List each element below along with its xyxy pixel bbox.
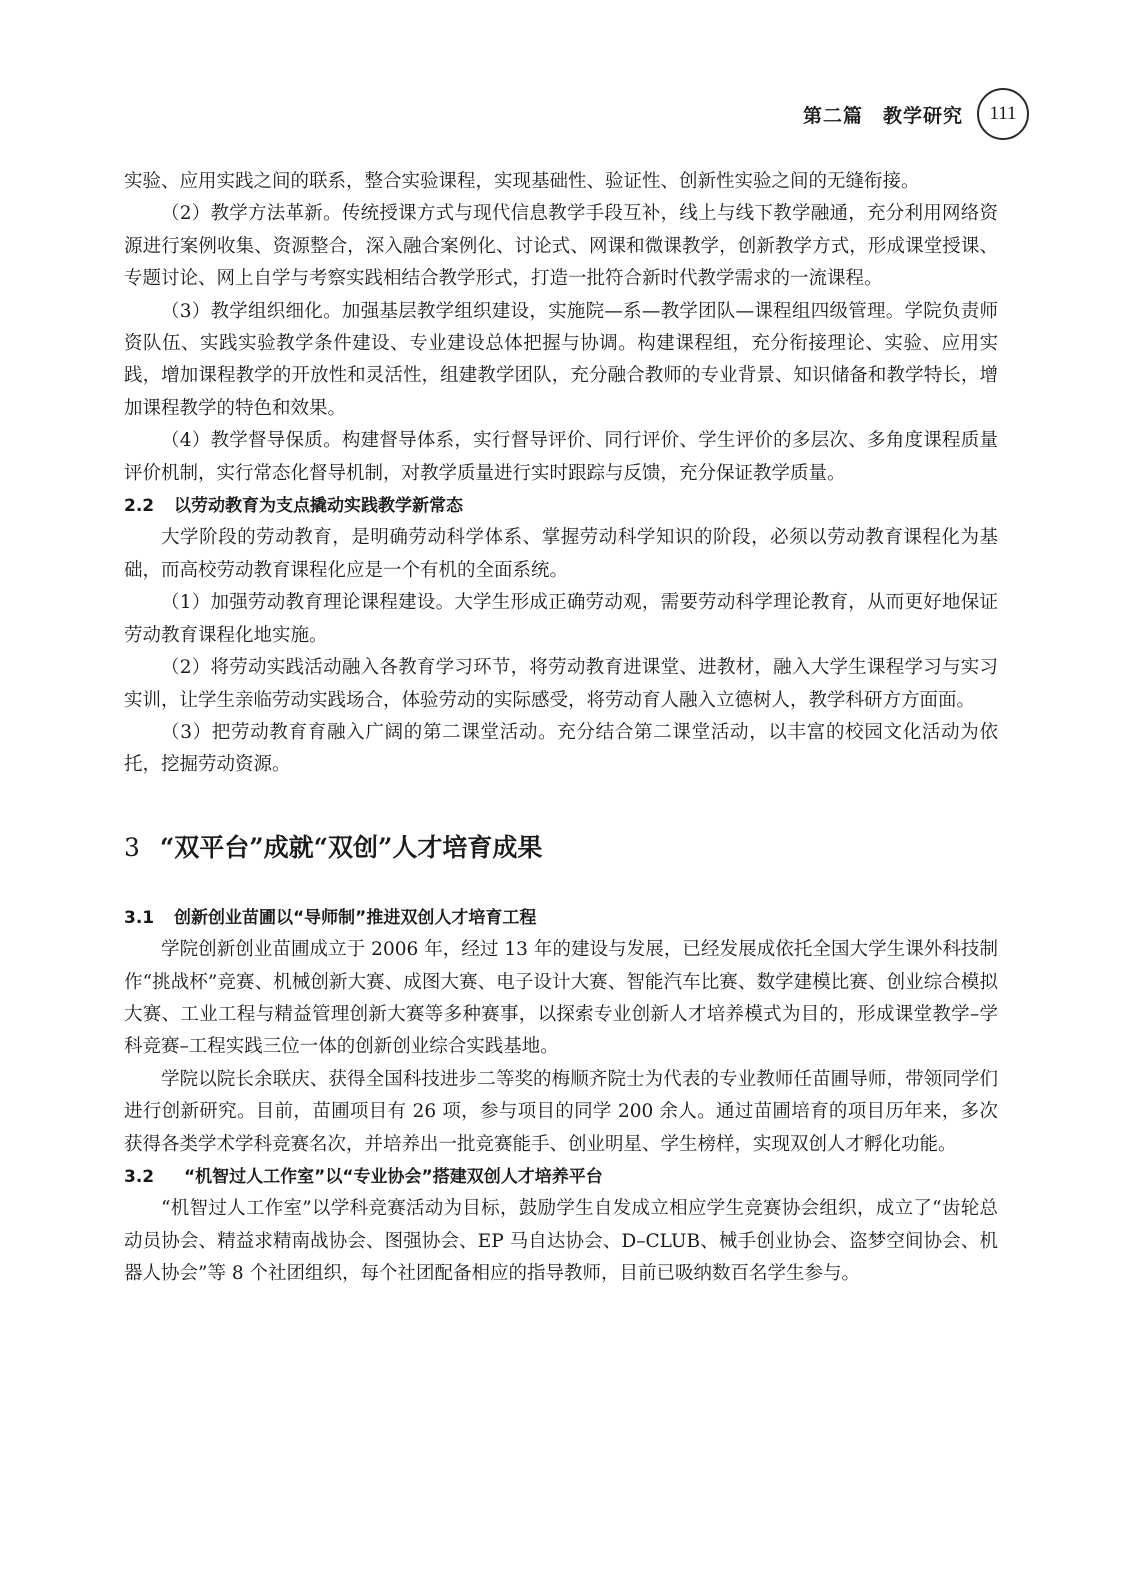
heading-number: 2.2 bbox=[124, 496, 155, 517]
page-number: 111 bbox=[977, 88, 1029, 140]
paragraph-labor-1: （1）加强劳动教育理论课程建设。大学生形成正确劳动观，需要劳动科学理论教育，从而更好地保证劳动教育课程化地实施。 bbox=[124, 592, 998, 646]
page-header bbox=[803, 88, 1029, 140]
heading-text: “双平台”成就“双创”人才培育成果 bbox=[159, 832, 543, 862]
paragraph-teaching-organization: （3）教学组织细化。加强基层教学组织建设，实施院—系—教学团队—课程组四级管理。学院负责师资队伍、实践实验教学条件建设、专业建设总体把握与协调。构建课程组，充分衔接理论、实验、应用实践，增加课程教学的开放性和灵活性，组建教学团队，充分融合教师的专业背景、知识储备和教学特长，增加课程教学的特色和效果。 bbox=[124, 300, 998, 419]
heading-3-1 bbox=[124, 902, 998, 934]
page-body bbox=[124, 166, 998, 1291]
paragraph-studio: “机智过人工作室”以学科竞赛活动为目标，鼓励学生自发成立相应学生竞赛协会组织，成立了“齿轮总动员协会、精益求精南战协会、图强协会、EP 马自达协会、D–CLUB、械手创业协会、盗梦空间协会、机器人协会”等 8 个社团组织，每个社团配备相应的指导教师，目前已吸纳数百名学生参与。 bbox=[124, 1198, 998, 1285]
paragraph-labor-2: （2）将劳动实践活动融入各教育学习环节，将劳动教育进课堂、进教材，融入大学生课程学习与实习实训，让学生亲临劳动实践场合，体验劳动的实际感受，将劳动育人融入立德树人，教学科研方方面面。 bbox=[124, 657, 998, 711]
paragraph-teaching-method: （2）教学方法革新。传统授课方式与现代信息教学手段互补，线上与线下教学融通，充分利用网络资源进行案例收集、资源整合，深入融合案例化、讨论式、网课和微课教学，创新教学方式，形成课堂授课、专题讨论、网上自学与考察实践相结合教学形式，打造一批符合新时代教学需求的一流课程。 bbox=[124, 203, 998, 290]
heading-section-3 bbox=[124, 828, 998, 868]
heading-number: 3.2 bbox=[124, 1166, 155, 1187]
heading-number: 3 bbox=[124, 832, 140, 862]
heading-text: “机智过人工作室”以“专业协会”搭建双创人才培养平台 bbox=[184, 1166, 603, 1187]
paragraph-teaching-supervision: （4）教学督导保质。构建督导体系，实行督导评价、同行评价、学生评价的多层次、多角度课程质量评价机制，实行常态化督导机制，对教学质量进行实时跟踪与反馈，充分保证教学质量。 bbox=[124, 430, 998, 484]
heading-3-2 bbox=[124, 1161, 998, 1193]
paragraph-labor-3: （3）把劳动教育育融入广阔的第二课堂活动。充分结合第二课堂活动，以丰富的校园文化活动为依托，挖掘劳动资源。 bbox=[124, 721, 998, 776]
paragraph-continued: 实验、应用实践之间的联系，整合实验课程，实现基础性、验证性、创新性实验之间的无缝衔接。 bbox=[124, 171, 920, 192]
paragraph-nursery-1: 学院创新创业苗圃成立于 2006 年，经过 13 年的建设与发展，已经发展成依托全国大学生课外科技制作“挑战杯”竞赛、机械创新大赛、成图大赛、电子设计大赛、智能汽车比赛、数学建模比赛、创业综合模拟大赛、工业工程与精益管理创新大赛等多种赛事，以探索专业创新人才培养模式为目的，形成课堂教学–学科竞赛–工程实践三位一体的创新创业综合实践基地。 bbox=[124, 939, 998, 1058]
heading-number: 3.1 bbox=[124, 907, 155, 928]
paragraph-labor-intro: 大学阶段的劳动教育，是明确劳动科学体系、掌握劳动科学知识的阶段，必须以劳动教育课程化为基础，而高校劳动教育课程化应是一个有机的全面系统。 bbox=[124, 527, 998, 581]
running-head: 第二篇 教学研究 bbox=[802, 104, 963, 127]
heading-text: 创新创业苗圃以“导师制”推进双创人才培育工程 bbox=[174, 907, 537, 928]
heading-text: 以劳动教育为支点撬动实践教学新常态 bbox=[174, 496, 463, 517]
paragraph-nursery-2: 学院以院长余联庆、获得全国科技进步二等奖的梅顺齐院士为代表的专业教师任苗圃导师，带领同学们进行创新研究。目前，苗圃项目有 26 项，参与项目的同学 200 余人。通过苗圃培育的项目历年来，多次获得各类学术学科竞赛名次，并培养出一批竞赛能手、创业明星、学生榜样，实现双创人才孵化功能。 bbox=[124, 1068, 998, 1155]
heading-2-2 bbox=[124, 490, 998, 522]
